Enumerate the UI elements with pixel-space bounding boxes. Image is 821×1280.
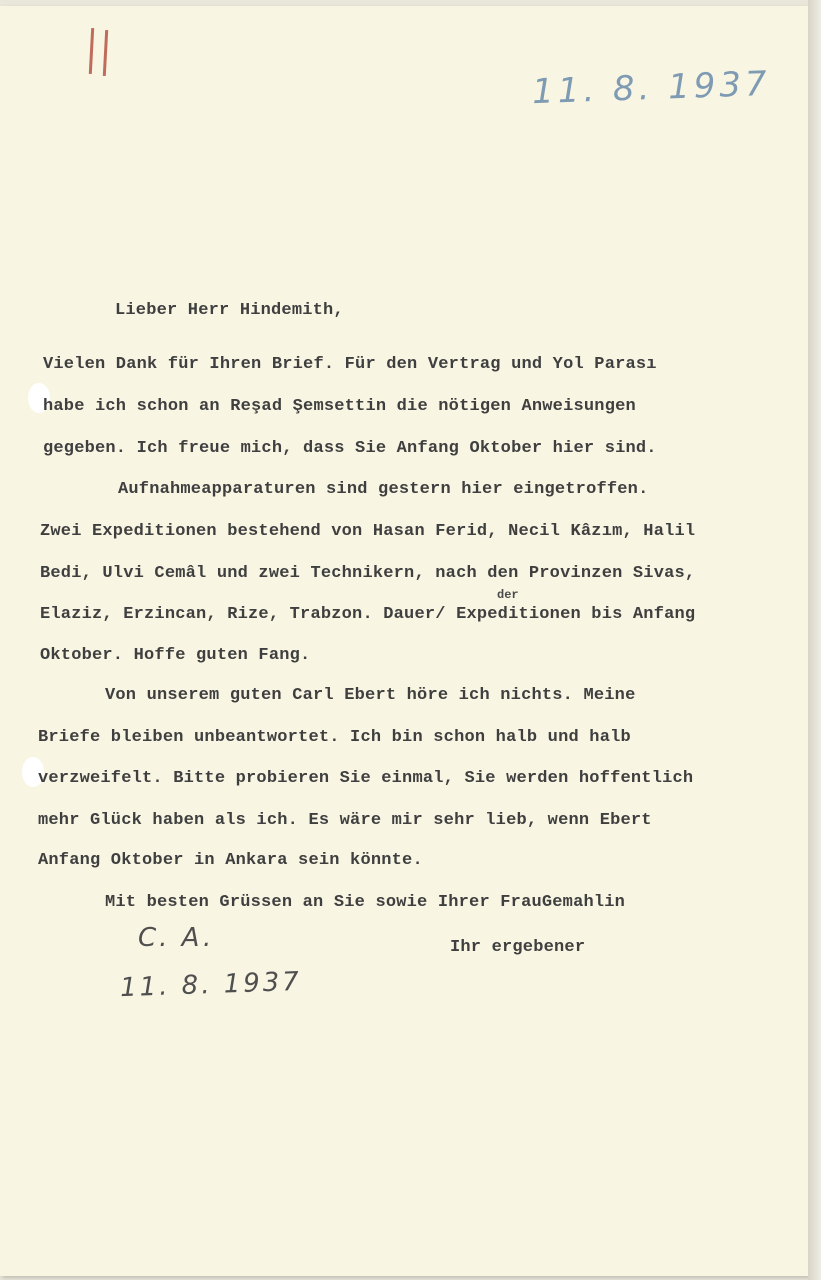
letter-line: Von unserem guten Carl Ebert höre ich nichts. Meine (105, 686, 636, 705)
page-edge (808, 0, 821, 1280)
letter-line: mehr Glück haben als ich. Es wäre mir sehr lieb, wenn Ebert (38, 811, 652, 830)
date-stamp-handwritten: 11. 8. 1937 (531, 63, 772, 113)
date-handwritten: 11. 8. 1937 (119, 966, 303, 1004)
closing: Ihr ergebener (450, 938, 586, 957)
letter-line: Vielen Dank für Ihren Brief. Für den Vertrag und Yol Parası (43, 355, 657, 374)
letter-line: Briefe bleiben unbeantwortet. Ich bin schon halb und halb (38, 728, 631, 747)
salutation: Lieber Herr Hindemith, (115, 301, 344, 320)
letter-line: Anfang Oktober in Ankara sein könnte. (38, 851, 423, 870)
letter-line: Zwei Expeditionen bestehend von Hasan Ferid, Necil Kâzım, Halil (40, 522, 696, 541)
letter-line: Bedi, Ulvi Cemâl und zwei Technikern, nach den Provinzen Sivas, (40, 564, 696, 583)
letter-line: Elaziz, Erzincan, Rize, Trabzon. Dauer/ Expeditionen bis Anfang (40, 605, 696, 624)
letter-line: Mit besten Grüssen an Sie sowie Ihrer FrauGemahlin (105, 893, 626, 912)
letter-line: Aufnahmeapparaturen sind gestern hier eingetroffen. (118, 480, 649, 499)
letter-page (0, 6, 808, 1276)
letter-line: Oktober. Hoffe guten Fang. (40, 646, 311, 665)
initials-handwritten: C. A. (138, 923, 215, 953)
handwritten-insertion: der (497, 588, 519, 602)
letter-line: habe ich schon an Reşad Şemsettin die nötigen Anweisungen (43, 397, 636, 416)
letter-line: verzweifelt. Bitte probieren Sie einmal, Sie werden hoffentlich (38, 769, 694, 788)
letter-line: gegeben. Ich freue mich, dass Sie Anfang Oktober hier sind. (43, 439, 657, 458)
